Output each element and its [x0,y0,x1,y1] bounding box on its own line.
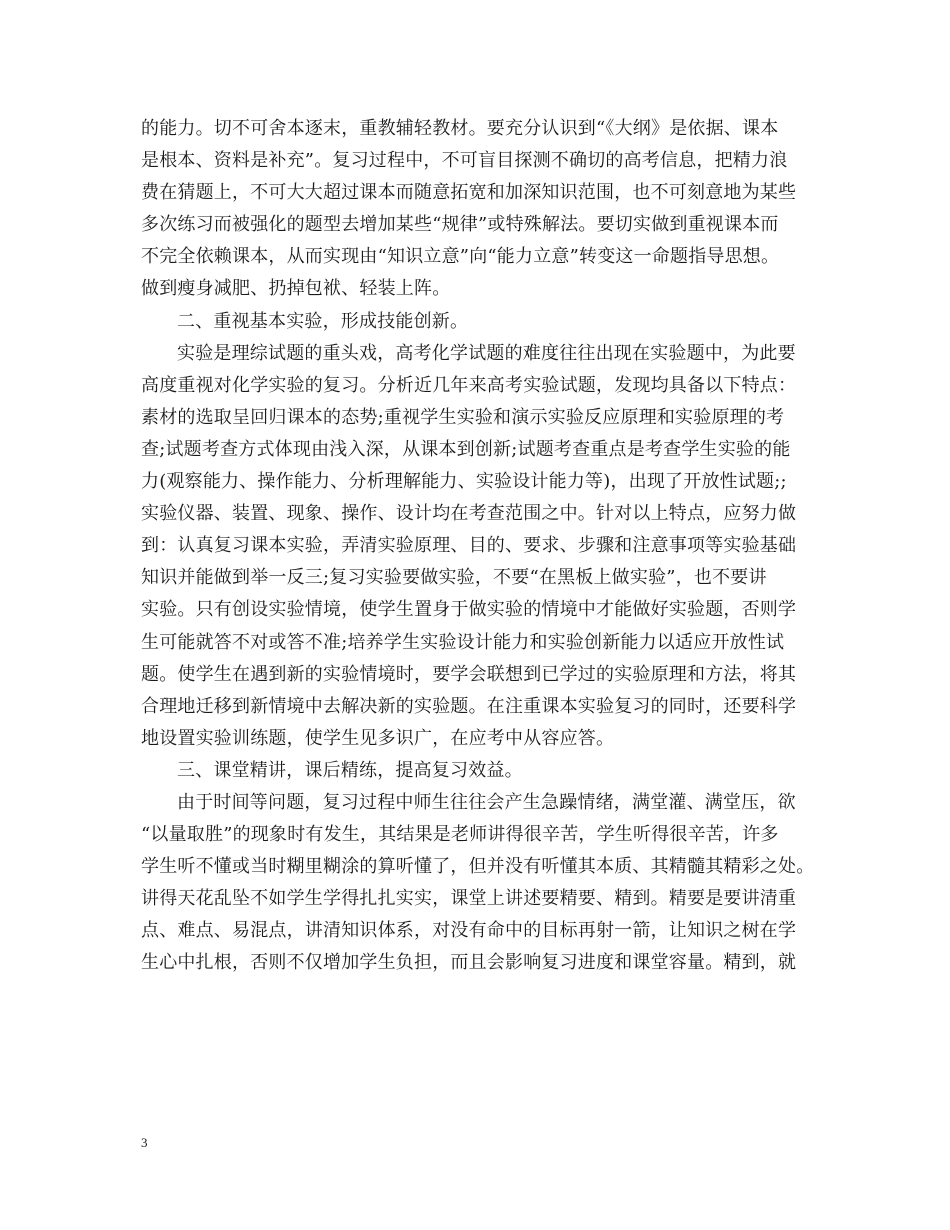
text-line: 地设置实验训练题，使学生见多识广，在应考中从容应答。 [141,727,615,749]
text-line: 到：认真复习课本实验，弄清实验原理、目的、要求、步骤和注意事项等实验基础 [141,535,797,557]
text-line: 实验。只有创设实验情境，使学生置身于做实验的情境中才能做好实验题，否则学 [141,599,797,621]
text-line: 题。使学生在遇到新的实验情境时，要学会联想到已学过的实验原理和方法，将其 [141,663,797,685]
text-line: 由于时间等问题，复习过程中师生往往会产生急躁情绪，满堂灌、满堂压，欲 [177,791,796,813]
text-line: 合理地迁移到新情境中去解决新的实验题。在注重课本实验复习的同时，还要科学 [141,695,797,717]
text-line: 二、重视基本实验，形成技能创新。 [177,310,469,332]
text-line: 实验是理综试题的重头戏，高考化学试题的难度往往出现在实验题中，为此要 [177,342,796,364]
text-line: 多次练习而被强化的题型去增加某些“规律”或特殊解法。要切实做到重视课本而 [141,214,779,236]
document-body [141,113,831,980]
text-line: 学生听不懂或当时糊里糊涂的算听懂了，但并没有听懂其本质、其精髓其精彩之处。 [141,856,815,878]
text-line: 费在猜题上，不可大大超过课本而随意拓宽和加深知识范围，也不可刻意地为某些 [141,182,797,204]
text-line: 做到瘦身减肥、扔掉包袱、轻装上阵。 [141,278,451,300]
text-line: 不完全依赖课本，从而实现由“知识立意”向“能力立意”转变这一命题指导思想。 [141,246,780,268]
text-line: 高度重视对化学实验的复习。分析近几年来高考实验试题，发现均具备以下特点： [141,374,797,396]
text-line: 的能力。切不可舍本逐末，重教辅轻教材。要充分认识到“《大纲》是依据、课本 [141,118,779,139]
text-line: 点、难点、易混点，讲清知识体系，对没有命中的目标再射一箭，让知识之树在学 [141,920,797,942]
text-line: 实验仪器、装置、现象、操作、设计均在考查范围之中。针对以上特点，应努力做 [141,503,797,525]
text-line: 三、课堂精讲，课后精练，提高复习效益。 [177,759,523,781]
text-line: 知识并能做到举一反三;复习实验要做实验，不要“在黑板上做实验”，也不要讲 [141,567,767,589]
text-line: 讲得天花乱坠不如学生学得扎扎实实，课堂上讲述要精要、精到。精要是要讲清重 [141,888,797,910]
text-line: 力(观察能力、操作能力、分析理解能力、实验设计能力等)，出现了开放性试题;; [141,471,787,493]
text-line: “以量取胜”的现象时有发生，其结果是老师讲得很辛苦，学生听得很辛苦，许多 [141,824,779,846]
text-line: 是根本、资料是补充”。复习过程中，不可盲目探测不确切的高考信息，把精力浪 [141,150,788,172]
text-line: 生心中扎根，否则不仅增加学生负担，而且会影响复习进度和课堂容量。精到，就 [141,952,797,974]
text-line: 生可能就答不对或答不准;培养学生实验设计能力和实验创新能力以适应开放性试 [141,631,785,653]
page-number: 3 [141,1135,148,1150]
text-line: 查;试题考查方式体现由浅入深，从课本到创新;试题考查重点是考查学生实验的能 [141,438,791,460]
text-line: 素材的选取呈回归课本的态势;重视学生实验和演示实验反应原理和实验原理的考 [141,406,785,428]
